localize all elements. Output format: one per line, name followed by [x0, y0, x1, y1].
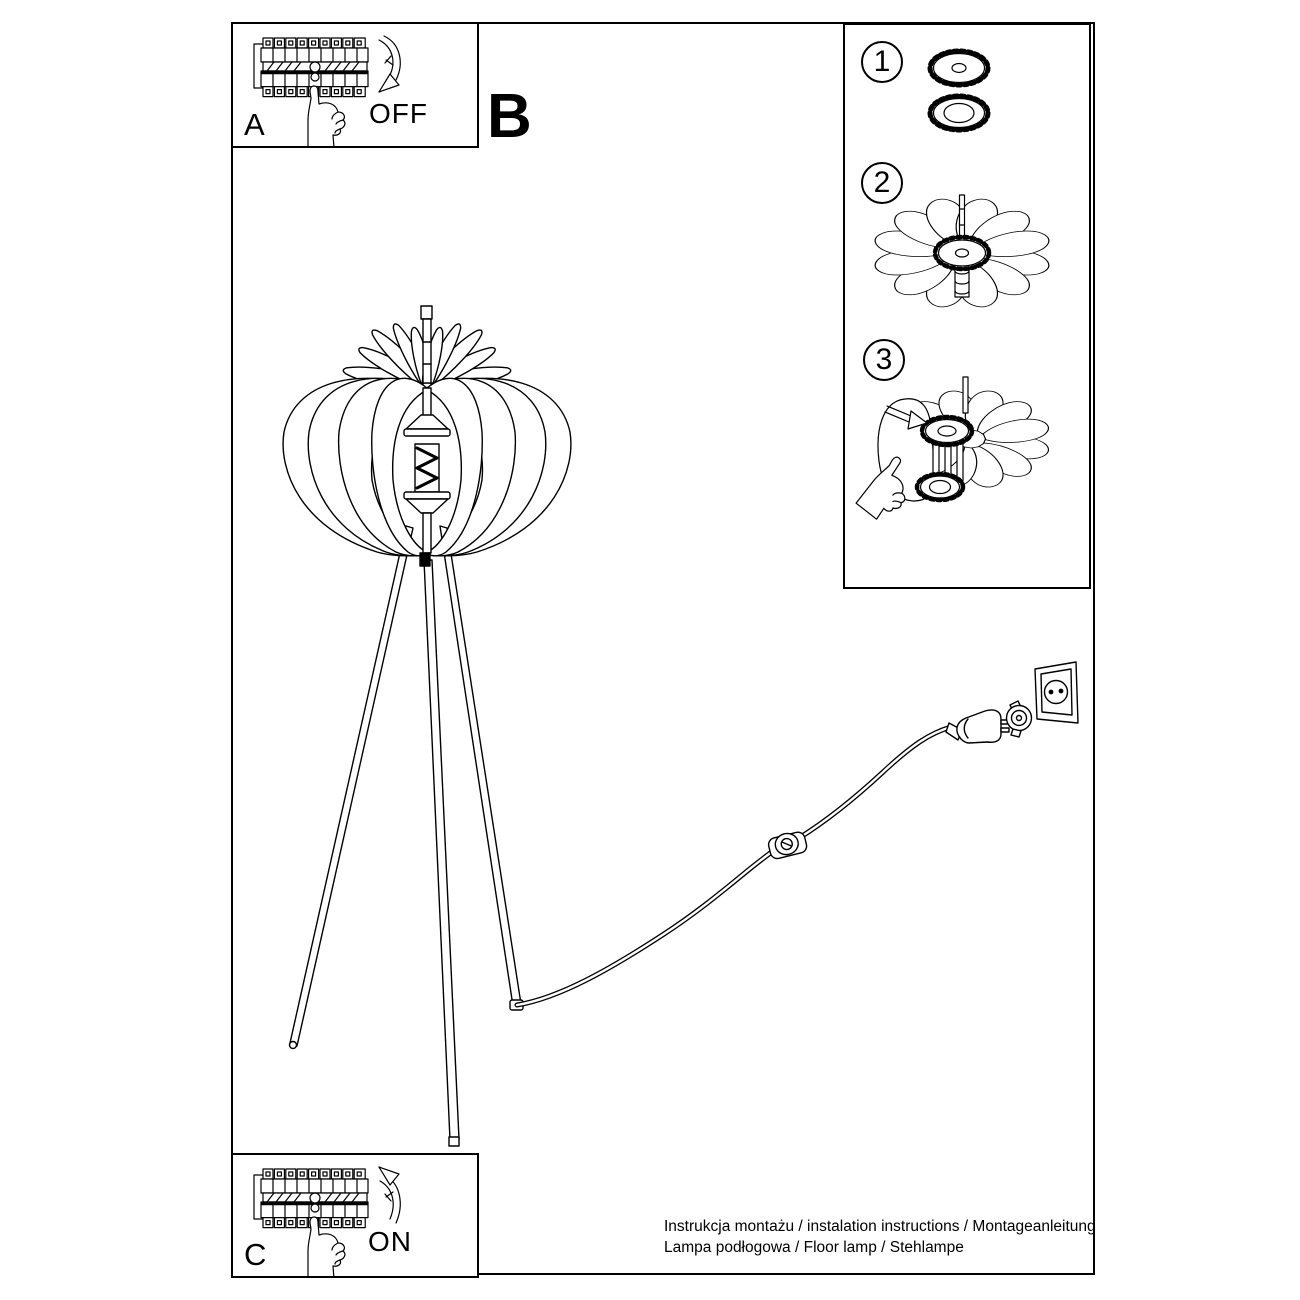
slat-insertion-illustration [856, 377, 1052, 526]
footer-text [664, 1216, 1096, 1258]
inline-switch-icon [767, 829, 808, 860]
locking-ring-icon-bottom [930, 96, 988, 130]
assembly-steps-panel [843, 23, 1091, 589]
step-a-panel [231, 22, 479, 148]
tripod-legs [290, 526, 524, 1146]
footer-line-1: Instrukcja montażu / instalation instructions / Montageanleitung [664, 1218, 1096, 1235]
step-b-label: B [487, 82, 532, 151]
step-number-badge: 1 [861, 41, 903, 83]
plug-adapter-icon [1007, 701, 1032, 737]
shade-top-rod [421, 306, 432, 388]
footer-line-2: Lampa podłogowa / Floor lamp / Stehlampe [664, 1239, 964, 1256]
step-number-badge: 3 [863, 339, 905, 381]
breaker-off-illustration [233, 24, 477, 146]
step-c-label: C [244, 1237, 267, 1272]
power-plug-icon [946, 710, 1009, 743]
off-label: OFF [369, 98, 428, 129]
step-c-panel [231, 1153, 479, 1278]
breaker-on-illustration [233, 1155, 477, 1276]
power-cable [517, 727, 951, 1005]
step-a-label: A [244, 107, 265, 142]
locking-ring-icon-top [930, 51, 988, 85]
on-label: ON [368, 1226, 412, 1257]
rotate-arrow-icon [379, 1167, 400, 1223]
assembly-steps-illustration [845, 25, 1089, 587]
wall-socket-icon [1035, 662, 1078, 723]
rotate-arrow-icon [379, 36, 400, 92]
slat-wheel-illustration [871, 195, 1054, 310]
step-number-badge: 2 [861, 162, 903, 204]
